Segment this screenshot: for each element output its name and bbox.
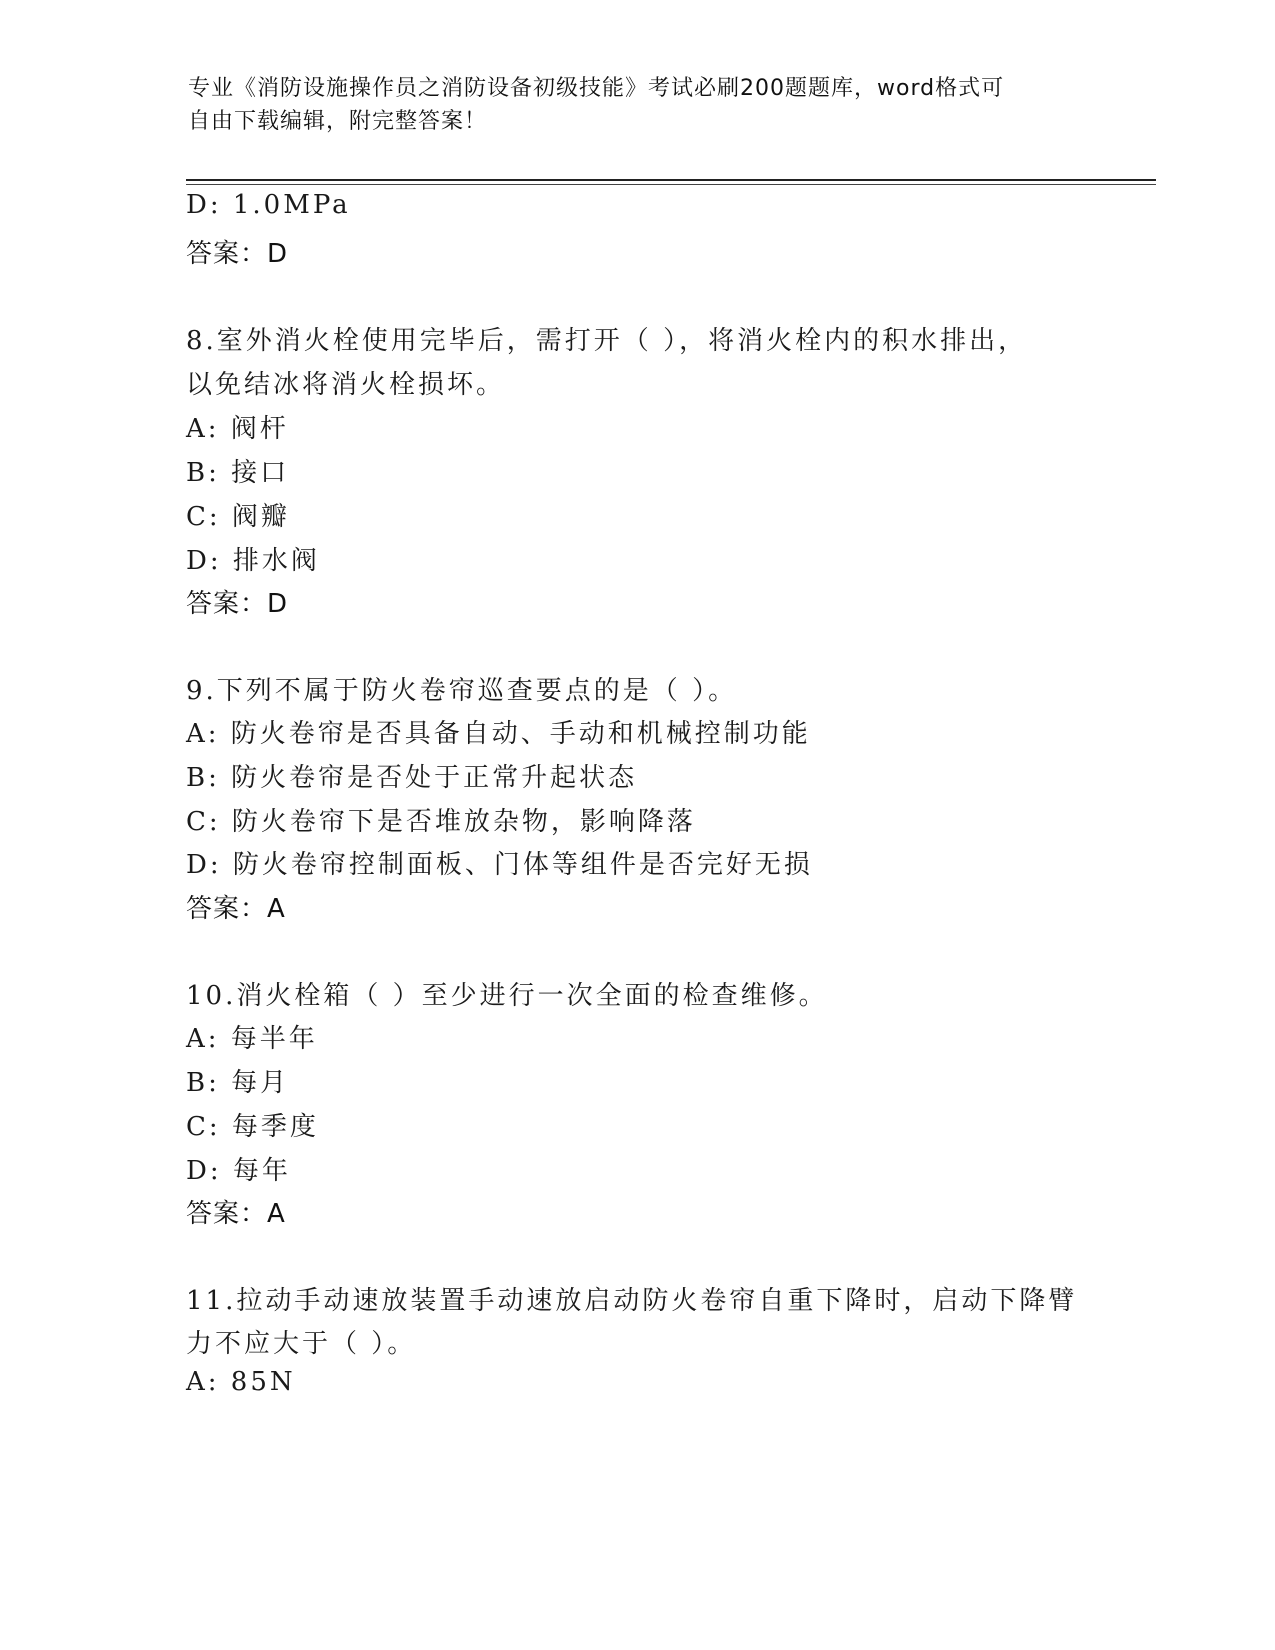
q11-stem-line-2: 力不应大于（ ）。 [186, 1329, 417, 1359]
header-text-line-2: 自由下载编辑，附完整答案！ [188, 109, 488, 134]
q9-answer: 答案：A [186, 894, 286, 924]
q10-option-d: D: 每年 [186, 1156, 291, 1186]
page-header [188, 72, 1088, 138]
q9-option-a: A: 防火卷帘是否具备自动、手动和机械控制功能 [186, 719, 811, 749]
q8-stem-line-2: 以免结冰将消火栓损坏。 [186, 370, 506, 400]
q9-option-c: C: 防火卷帘下是否堆放杂物，影响降落 [186, 807, 696, 837]
header-divider-thick [186, 179, 1156, 181]
q9-option-b: B: 防火卷帘是否处于正常升起状态 [186, 763, 638, 793]
q7-option-d: D: 1.0MPa [186, 190, 351, 220]
q9-stem: 9.下列不属于防火卷帘巡查要点的是（ ）。 [186, 676, 738, 706]
q9-option-d: D: 防火卷帘控制面板、门体等组件是否完好无损 [186, 850, 813, 880]
q10-answer: 答案：A [186, 1199, 286, 1229]
q8-option-d: D: 排水阀 [186, 546, 320, 576]
q10-option-a: A: 每半年 [186, 1024, 318, 1054]
q11-stem-line-1: 11.拉动手动速放装置手动速放启动防火卷帘自重下降时，启动下降臂 [186, 1286, 1078, 1316]
q8-option-c: C: 阀瓣 [186, 502, 290, 532]
q10-option-c: C: 每季度 [186, 1112, 319, 1142]
header-text-line-1: 专业《消防设施操作员之消防设备初级技能》考试必刷200题题库，word格式可 [188, 76, 1005, 101]
q10-stem: 10.消火栓箱（ ）至少进行一次全面的检查维修。 [186, 981, 828, 1011]
q11-option-a: A: 85N [186, 1367, 296, 1397]
q8-stem-line-1: 8.室外消火栓使用完毕后，需打开（ ），将消火栓内的积水排出， [186, 326, 1028, 356]
header-divider-thin [186, 184, 1156, 185]
q10-option-b: B: 每月 [186, 1068, 290, 1098]
q8-option-b: B: 接口 [186, 458, 290, 488]
q7-answer: 答案：D [186, 239, 289, 269]
q8-option-a: A: 阀杆 [186, 414, 289, 444]
q8-answer: 答案：D [186, 589, 289, 619]
